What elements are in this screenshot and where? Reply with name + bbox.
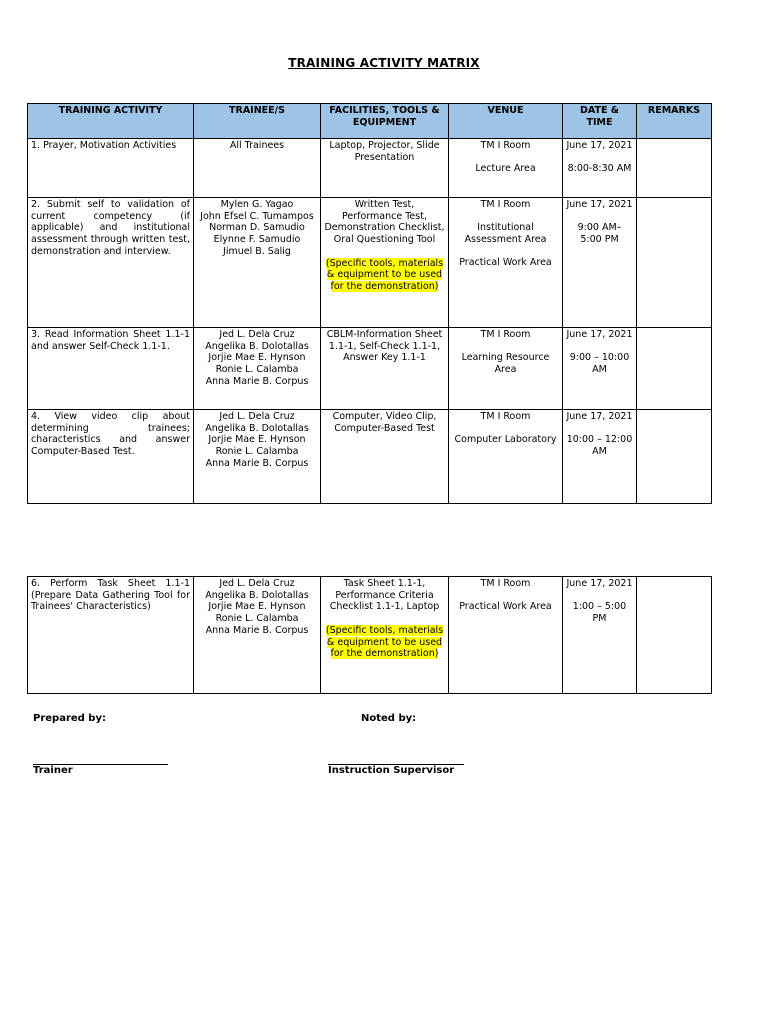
document-title: TRAINING ACTIVITY MATRIX — [288, 56, 480, 70]
table-row — [28, 139, 712, 198]
trainee-name: Elynne F. Samudio — [213, 234, 301, 246]
column-header-date-time: DATE & TIME — [563, 104, 637, 139]
date-time-cell — [563, 410, 637, 504]
venue-room: TM I Room — [480, 578, 531, 589]
trainees-cell — [194, 139, 321, 198]
activity-text: 3. Read Information Sheet 1.1-1 and answer Self-Check 1.1-1. — [31, 329, 190, 352]
activity-cell — [28, 139, 194, 198]
activity-text: 1. Prayer, Motivation Activities — [31, 140, 177, 151]
date-time-cell — [563, 328, 637, 410]
prepared-by-label: Prepared by: — [33, 713, 106, 724]
facilities-text: Written Test, Performance Test, Demonstration Checklist, Oral Questioning Tool — [324, 199, 445, 246]
activity-cell — [28, 328, 194, 410]
facilities-cell — [321, 410, 449, 504]
facilities-text: CBLM-Information Sheet 1.1-1, Self-Check 1.1-1, Answer Key 1.1-1 — [326, 329, 443, 364]
trainees-cell — [194, 410, 321, 504]
instruction-supervisor-label: Instruction Supervisor — [328, 765, 455, 776]
date-text: June 17, 2021 — [566, 411, 633, 422]
trainee-name: Jed L. Dela Cruz — [219, 329, 295, 340]
table-row — [28, 410, 712, 504]
time-text: 9:00 – 10:00 AM — [569, 352, 630, 376]
remarks-cell — [637, 139, 712, 198]
time-text: 10:00 – 12:00 AM — [566, 434, 633, 458]
date-text: June 17, 2021 — [566, 578, 633, 589]
activity-text: 6. Perform Task Sheet 1.1-1 (Prepare Data Gathering Tool for Trainees' Characteristics) — [31, 578, 190, 613]
venue-area: Lecture Area — [475, 163, 536, 175]
facilities-cell — [321, 328, 449, 410]
date-time-cell — [563, 139, 637, 198]
remarks-cell — [637, 198, 712, 328]
facilities-cell — [321, 577, 449, 694]
trainee-name: Angelika B. Dolotallas — [205, 340, 309, 352]
column-header-venue: VENUE — [449, 104, 563, 139]
trainee-name: Norman D. Samudio — [209, 222, 305, 234]
trainee-name: Mylen G. Yagao — [220, 199, 294, 210]
trainee-name: Jorjie Mae E. Hynson — [208, 352, 306, 364]
activity-table-continued — [27, 576, 712, 694]
trainees-cell — [194, 577, 321, 694]
trainee-name: All Trainees — [229, 140, 285, 151]
venue-area: Learning Resource Area — [461, 352, 550, 376]
noted-by-label: Noted by: — [361, 713, 417, 724]
venue-area: Practical Work Area — [459, 257, 552, 269]
activity-text: 4. View video clip about determining trainees; characteristics and answer Computer-Based Test. — [31, 411, 190, 458]
facilities-text: Computer, Video Clip, Computer-Based Test — [332, 411, 437, 434]
venue-cell — [449, 328, 563, 410]
date-text: June 17, 2021 — [566, 199, 633, 210]
time-text: 1:00 – 5:00 PM — [572, 601, 627, 625]
trainee-name: Ronie L. Calamba — [215, 364, 299, 376]
facilities-highlight-note: (Specific tools, materials & equipment to be used for the demonstration) — [325, 624, 444, 660]
facilities-text: Laptop, Projector, Slide Presentation — [329, 140, 440, 163]
venue-area: Computer Laboratory — [454, 434, 557, 446]
activity-cell — [28, 198, 194, 328]
trainee-name: Anna Marie B. Corpus — [205, 375, 309, 387]
date-text: June 17, 2021 — [566, 140, 633, 151]
column-header-remarks: REMARKS — [637, 104, 712, 139]
trainee-name: Jed L. Dela Cruz — [219, 578, 295, 589]
venue-area: Institutional Assessment Area — [464, 222, 547, 246]
facilities-cell — [321, 139, 449, 198]
activity-table — [27, 103, 712, 504]
trainee-name: Ronie L. Calamba — [215, 446, 299, 458]
trainee-name: Jorjie Mae E. Hynson — [208, 601, 306, 613]
trainee-name: Angelika B. Dolotallas — [205, 589, 309, 601]
table-header-row — [28, 104, 712, 139]
trainer-label: Trainer — [33, 765, 73, 776]
table-row — [28, 577, 712, 694]
table-row — [28, 198, 712, 328]
remarks-cell — [637, 328, 712, 410]
date-time-cell — [563, 577, 637, 694]
venue-cell — [449, 139, 563, 198]
trainees-cell — [194, 328, 321, 410]
venue-room: TM I Room — [480, 411, 531, 422]
venue-cell — [449, 198, 563, 328]
venue-room: TM I Room — [480, 140, 531, 151]
time-text: 8:00-8:30 AM — [567, 163, 632, 175]
venue-area: Practical Work Area — [459, 601, 552, 613]
activity-cell — [28, 410, 194, 504]
trainee-name: John Efsel C. Tumampos — [200, 210, 314, 222]
trainee-name: Anna Marie B. Corpus — [205, 457, 309, 469]
facilities-highlight-note: (Specific tools, materials & equipment to be used for the demonstration) — [325, 257, 444, 292]
venue-room: TM I Room — [480, 329, 531, 340]
facilities-text: Task Sheet 1.1-1, Performance Criteria Checklist 1.1-1, Laptop — [329, 578, 440, 613]
trainee-name: Angelika B. Dolotallas — [205, 422, 309, 434]
venue-cell — [449, 577, 563, 694]
venue-cell — [449, 410, 563, 504]
remarks-cell — [637, 577, 712, 694]
trainee-name: Anna Marie B. Corpus — [205, 624, 309, 636]
column-header-facilities: FACILITIES, TOOLS & EQUIPMENT — [321, 104, 449, 139]
date-time-cell — [563, 198, 637, 328]
time-text: 9:00 AM– 5:00 PM — [577, 222, 622, 246]
trainee-name: Jed L. Dela Cruz — [219, 411, 295, 422]
venue-room: TM I Room — [480, 199, 531, 210]
activity-cell — [28, 577, 194, 694]
facilities-cell — [321, 198, 449, 328]
column-header-trainees: TRAINEE/S — [194, 104, 321, 139]
trainee-name: Jorjie Mae E. Hynson — [208, 434, 306, 446]
table-row — [28, 328, 712, 410]
date-text: June 17, 2021 — [566, 329, 633, 340]
trainees-cell — [194, 198, 321, 328]
trainee-name: Ronie L. Calamba — [215, 613, 299, 625]
activity-text: 2. Submit self to validation of current competency (if applicable) and institutional assessment through written test, demonstration and interview. — [31, 199, 190, 257]
remarks-cell — [637, 410, 712, 504]
trainee-name: Jimuel B. Salig — [223, 245, 291, 257]
column-header-activity: TRAINING ACTIVITY — [28, 104, 194, 139]
